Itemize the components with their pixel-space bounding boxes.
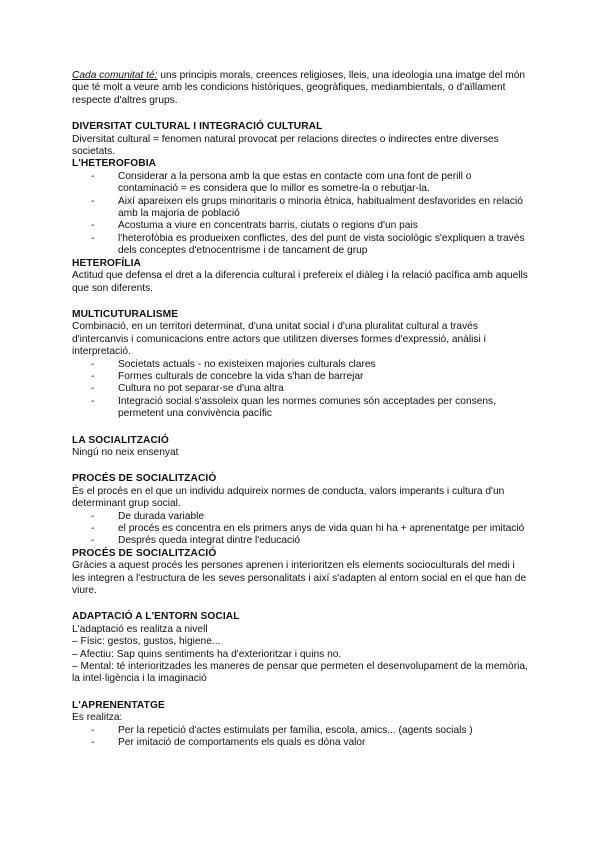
diversitat-definition: Diversitat cultural = fenomen natural provocat per relacions directes o indirectes entre diverses societats. [72, 133, 499, 158]
multiculturalisme-list [72, 359, 530, 421]
list-item: - De durada variable [88, 511, 530, 523]
proces-socialitzacio-2-text: Gràcies a aquest procés les persones aprenen i interioritzen els elements socioculturals del medi i les integren a l'estructura de les seves personalitats i així s'adapten al entorn social en el que han de viure. [72, 560, 527, 597]
heterofilia-text: Actitud que defensa el dret a la diferencia cultural i prefereix el diàleg i la relació pacífica amb aquells que son diferents. [72, 270, 528, 294]
heading-heterofilia: HETEROFÍLIA [72, 257, 142, 269]
document-body [72, 70, 530, 750]
heading-adaptacio: ADAPTACIÓ A L'ENTORN SOCIAL [72, 611, 240, 623]
proces-socialitzacio-list [72, 511, 530, 548]
aprenentatge-list [72, 725, 530, 750]
heading-aprenentatge: L'APRENENTATGE [72, 699, 165, 711]
adaptacio-line: – Afectiu: Sap quins sentiments ha d'exterioritzar i quins no. [72, 648, 342, 660]
adaptacio-line: L'adaptació es realitza a nivell [72, 623, 208, 635]
heading-heterofobia: L'HETEROFOBIA [72, 158, 157, 170]
intro-lead: Cada comunitat té: [72, 70, 158, 81]
heterofobia-list [72, 171, 530, 258]
intro-paragraph [72, 70, 530, 107]
list-item: - Acostuma a viure en concentrats barris, ciutats o regions d'un pais [88, 220, 530, 232]
heading-socialitzacio: LA SOCIALITZACIÓ [72, 434, 169, 446]
list-item: - Considerar a la persona amb la que estas en contacte com una font de perill o contaminació = es considera que lo millor es sometre-la o rebutjar-la. [88, 171, 530, 196]
multiculturalisme-text: Combinació, en un territori determinat, d'una unitat social i d'una pluralitat cultural a través d'intercanvis i comunicacions entre actors que utilitzen diverses formes d'expressió, anàlisi i interpretació. [72, 321, 486, 358]
proces-socialitzacio-text: És el procés en el que un individu adquireix normes de conducta, valors imperants i cultura d'un determinant grup social. [72, 485, 505, 510]
list-item: - Després queda integrat dintre l'educació [88, 535, 530, 547]
aprenentatge-text: Es realitza: [72, 712, 123, 724]
intro-text: uns principis morals, creences religioses, lleis, una ideologia una imatge del món que té molt a veure amb les condicions històriques, geogràfiques, mediambientals, o d'aïllament respecte d'altres grups. [72, 70, 526, 106]
list-item: - el procés es concentra en els primers anys de vida quan hi ha + aprenentatge per imitació [88, 523, 530, 535]
heading-proces-socialitzacio: PROCÉS DE SOCIALITZACIÓ [72, 473, 217, 485]
heading-multiculturalisme: MULTICUTURALISME [72, 308, 179, 320]
list-item: - Per imitació de comportaments els quals es dóna valor [88, 737, 530, 749]
list-item: - Per la repetició d'actes estimulats per família, escola, amics... (agents socials ) [88, 725, 530, 737]
list-item: - Així apareixen els grups minoritaris o minoria ètnica, habitualment desfavorides en relació amb la majoria de població [88, 196, 530, 221]
heading-proces-socialitzacio-2: PROCÉS DE SOCIALITZACIÓ [72, 547, 217, 559]
socialitzacio-text: Ningú no neix ensenyat [72, 446, 179, 458]
heading-diversitat: DIVERSITAT CULTURAL I INTEGRACIÓ CULTURAL [72, 121, 323, 133]
adaptacio-line: – Físic: gestos, gustos, higiene... [72, 636, 221, 648]
list-item: - Societats actuals - no existeixen majories culturals clares [88, 359, 530, 371]
list-item: - Formes culturals de concebre la vida s'han de barrejar [88, 371, 530, 383]
list-item: - l'heterofòbia es produeixen conflictes, des del punt de vista sociològic s'expliquen a través dels conceptes d'etnocentrisme i de tancament de grup [88, 233, 530, 258]
adaptacio-line: – Mental: té interioritzades les maneres de pensar que permeten el desenvolupament de la memòria, la intel·ligència i la imaginació [72, 661, 528, 685]
list-item: - Cultura no pot separar-se d'una altra [88, 383, 530, 395]
list-item: - Integració social s'assoleix quan les normes comunes són acceptades per consens, permetent una convivència pacífic [88, 396, 530, 421]
